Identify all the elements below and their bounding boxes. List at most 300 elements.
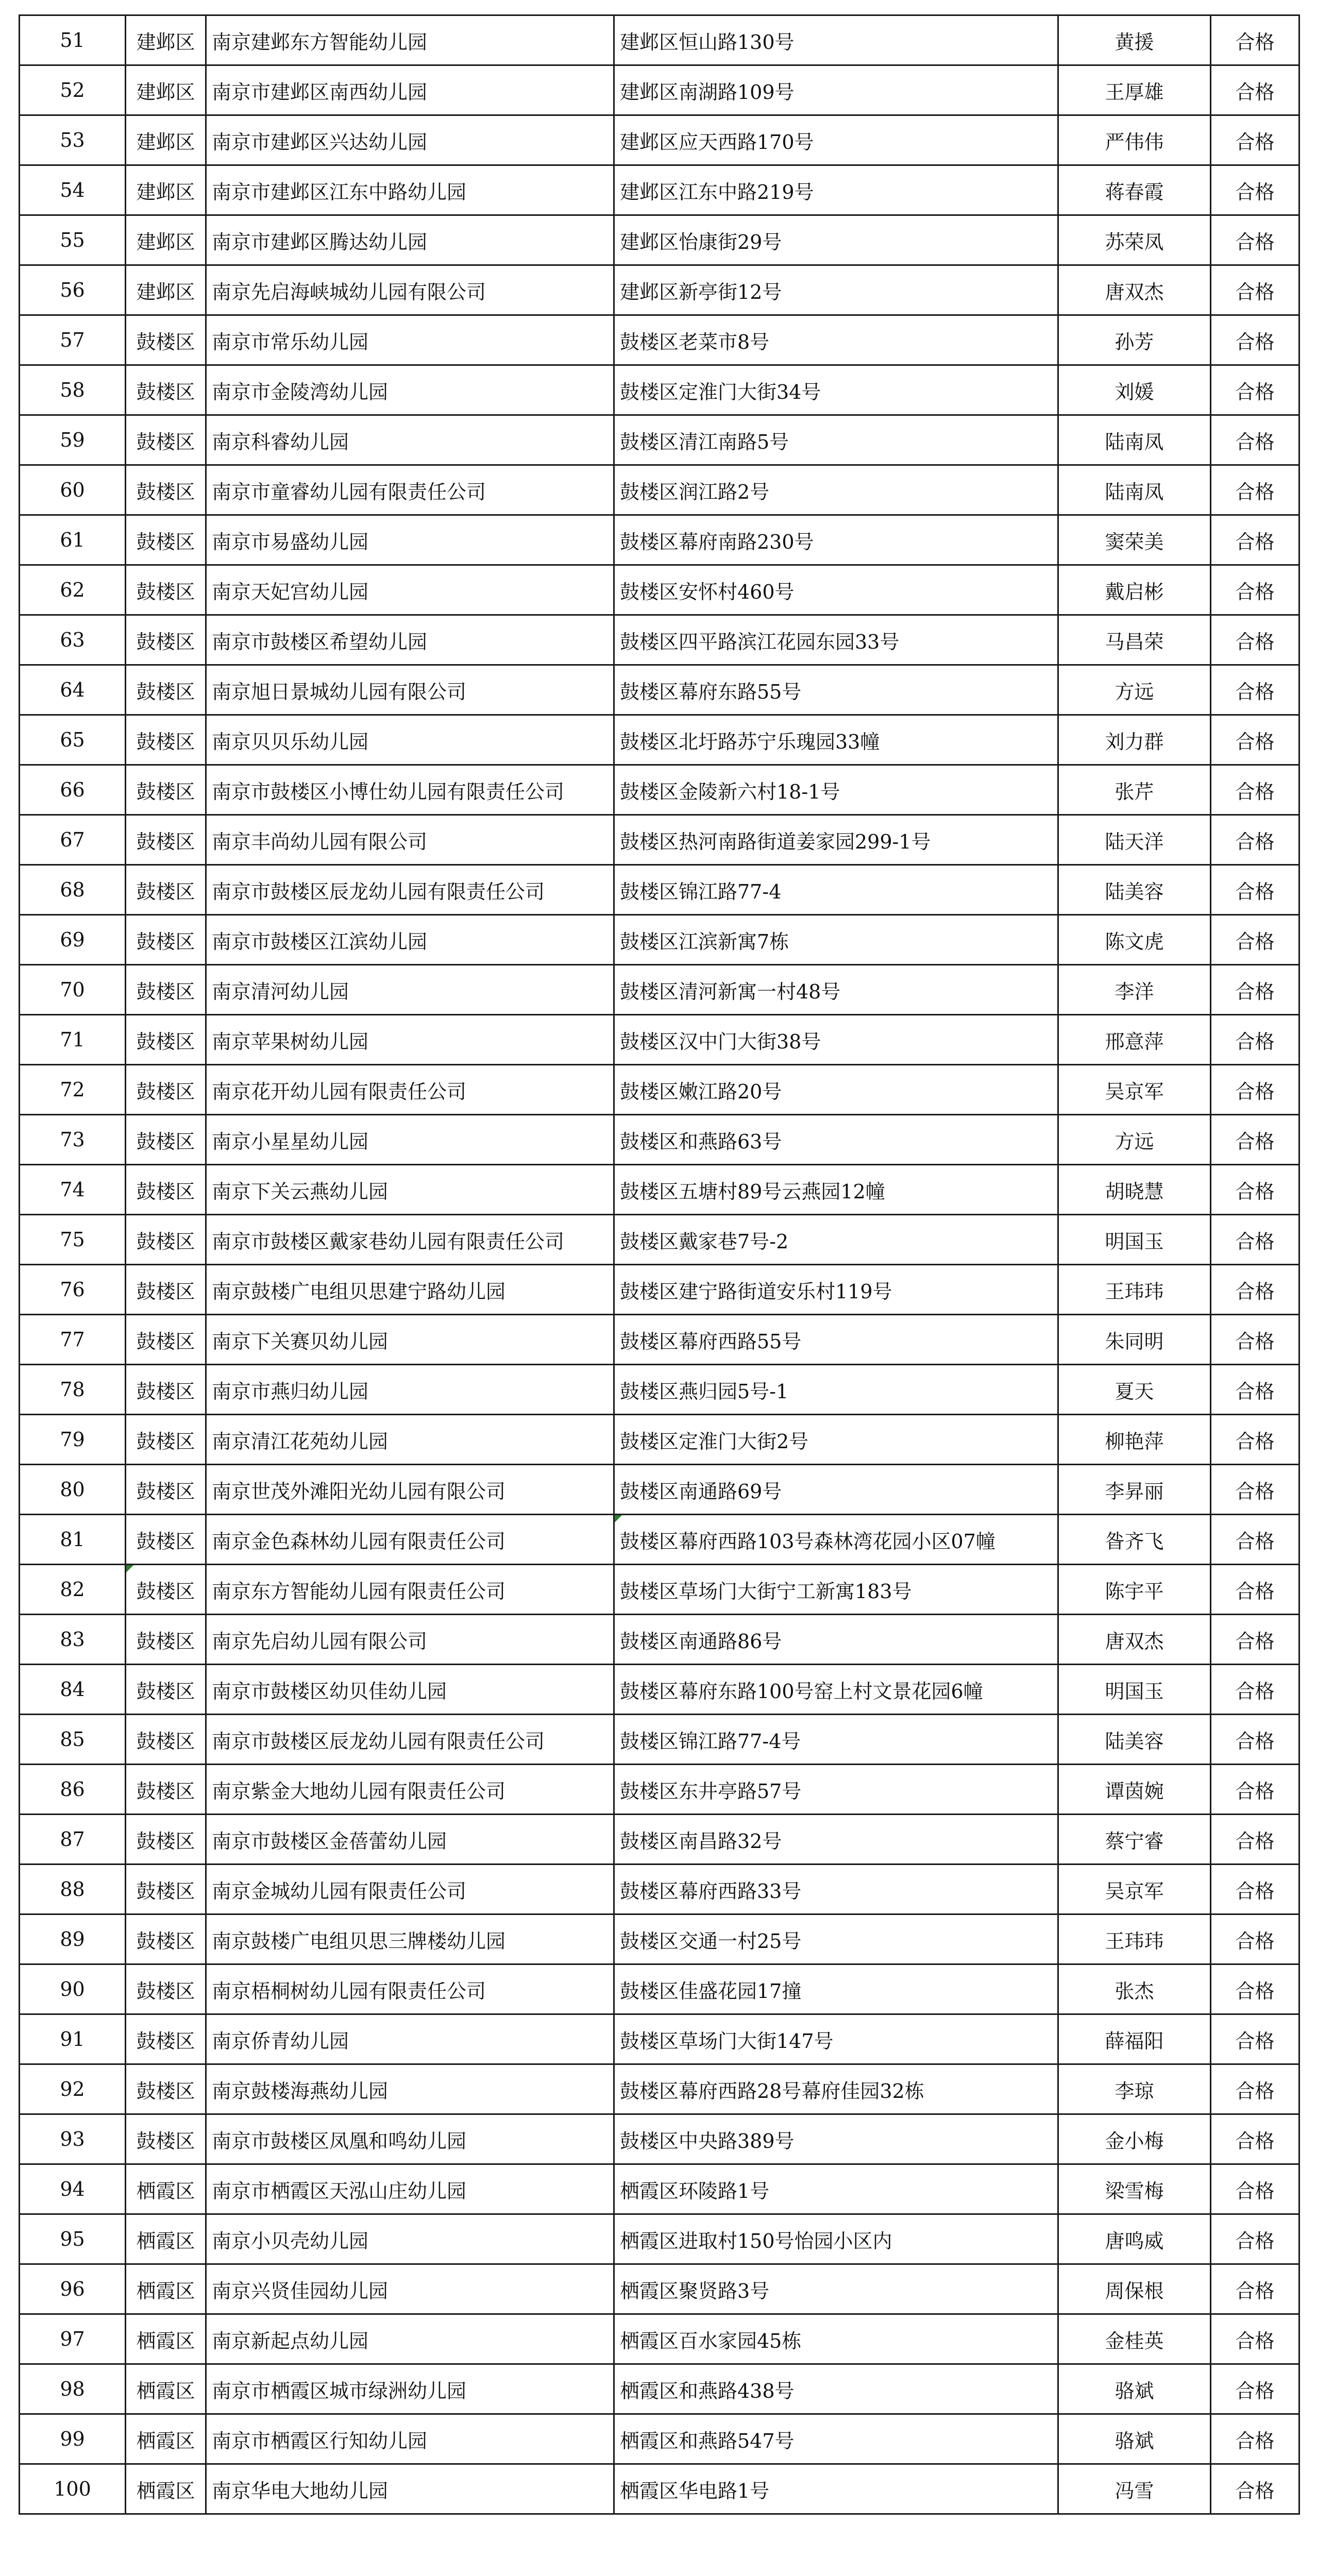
district-cell: 鼓楼区	[126, 415, 206, 465]
result-cell: 合格	[1211, 1365, 1299, 1415]
principal-cell: 严伟伟	[1058, 115, 1211, 165]
address-cell: 建邺区应天西路170号	[614, 115, 1058, 165]
table-row	[20, 2264, 1299, 2314]
row-number-cell: 78	[20, 1365, 126, 1415]
address-cell: 建邺区江东中路219号	[614, 165, 1058, 215]
kindergarten-name-cell: 南京鼓楼广电组贝思三牌楼幼儿园	[206, 1914, 614, 1964]
result-cell: 合格	[1211, 115, 1299, 165]
principal-cell: 蒋春霞	[1058, 165, 1211, 215]
district-cell: 鼓楼区	[126, 1065, 206, 1115]
table-row	[20, 915, 1299, 965]
kindergarten-name-cell: 南京新起点幼儿园	[206, 2314, 614, 2364]
row-number-cell: 80	[20, 1465, 126, 1515]
result-cell: 合格	[1211, 1115, 1299, 1165]
row-number-cell: 89	[20, 1914, 126, 1964]
district-cell: 鼓楼区	[126, 315, 206, 365]
address-cell: 鼓楼区锦江路77-4号	[614, 1715, 1058, 1765]
result-cell: 合格	[1211, 965, 1299, 1015]
table-row	[20, 665, 1299, 715]
district-cell: 鼓楼区	[126, 1765, 206, 1815]
principal-cell: 戴启彬	[1058, 565, 1211, 615]
kindergarten-name-cell: 南京旭日景城幼儿园有限公司	[206, 665, 614, 715]
result-cell: 合格	[1211, 1515, 1299, 1565]
result-cell: 合格	[1211, 1215, 1299, 1265]
row-number-cell: 87	[20, 1815, 126, 1865]
table-row	[20, 1265, 1299, 1315]
table-row	[20, 1015, 1299, 1065]
district-cell: 栖霞区	[126, 2264, 206, 2314]
kindergarten-name-cell: 南京先启海峡城幼儿园有限公司	[206, 265, 614, 315]
row-number-cell: 71	[20, 1015, 126, 1065]
result-cell: 合格	[1211, 465, 1299, 515]
principal-cell: 陆天洋	[1058, 815, 1211, 865]
row-number-cell: 79	[20, 1415, 126, 1465]
district-cell: 鼓楼区	[126, 965, 206, 1015]
table-row	[20, 1615, 1299, 1665]
result-cell: 合格	[1211, 415, 1299, 465]
kindergarten-name-cell: 南京兴贤佳园幼儿园	[206, 2264, 614, 2314]
address-cell: 栖霞区聚贤路3号	[614, 2264, 1058, 2314]
kindergarten-name-cell: 南京下关云燕幼儿园	[206, 1165, 614, 1215]
row-number-cell: 67	[20, 815, 126, 865]
table-row	[20, 265, 1299, 315]
address-cell: 鼓楼区定淮门大街34号	[614, 365, 1058, 415]
kindergarten-name-cell: 南京金城幼儿园有限责任公司	[206, 1865, 614, 1914]
table-row	[20, 1415, 1299, 1465]
district-cell: 鼓楼区	[126, 1615, 206, 1665]
principal-cell: 陆美容	[1058, 865, 1211, 915]
row-number-cell: 99	[20, 2414, 126, 2464]
result-cell: 合格	[1211, 1765, 1299, 1815]
principal-cell: 孙芳	[1058, 315, 1211, 365]
address-cell: 栖霞区和燕路438号	[614, 2364, 1058, 2414]
kindergarten-name-cell: 南京苹果树幼儿园	[206, 1015, 614, 1065]
table-row	[20, 2064, 1299, 2114]
kindergarten-name-cell: 南京清江花苑幼儿园	[206, 1415, 614, 1465]
address-cell: 鼓楼区幕府西路28号幕府佳园32栋	[614, 2064, 1058, 2114]
district-cell: 鼓楼区	[126, 1165, 206, 1215]
address-cell: 鼓楼区润江路2号	[614, 465, 1058, 515]
table-row	[20, 865, 1299, 915]
principal-cell: 昝齐飞	[1058, 1515, 1211, 1565]
kindergarten-name-cell: 南京市鼓楼区辰龙幼儿园有限责任公司	[206, 1715, 614, 1765]
district-cell: 鼓楼区	[126, 365, 206, 415]
table-row	[20, 715, 1299, 765]
district-cell: 鼓楼区	[126, 765, 206, 815]
district-cell: 鼓楼区	[126, 1515, 206, 1565]
result-cell: 合格	[1211, 15, 1299, 65]
kindergarten-name-cell: 南京市建邺区南西幼儿园	[206, 65, 614, 115]
result-cell: 合格	[1211, 2314, 1299, 2364]
district-cell: 鼓楼区	[126, 1215, 206, 1265]
result-cell: 合格	[1211, 1165, 1299, 1215]
district-cell: 栖霞区	[126, 2214, 206, 2264]
district-cell: 鼓楼区	[126, 2014, 206, 2064]
table-row	[20, 2314, 1299, 2364]
table-row	[20, 1765, 1299, 1815]
principal-cell: 方远	[1058, 1115, 1211, 1165]
kindergarten-name-cell: 南京市鼓楼区幼贝佳幼儿园	[206, 1665, 614, 1715]
address-cell: 鼓楼区幕府西路103号森林湾花园小区07幢	[614, 1515, 1058, 1565]
result-cell: 合格	[1211, 2364, 1299, 2414]
table-row	[20, 115, 1299, 165]
result-cell: 合格	[1211, 915, 1299, 965]
address-cell: 鼓楼区江滨新寓7栋	[614, 915, 1058, 965]
principal-cell: 马昌荣	[1058, 615, 1211, 665]
address-cell: 鼓楼区汉中门大街38号	[614, 1015, 1058, 1065]
principal-cell: 谭茵婉	[1058, 1765, 1211, 1815]
district-cell: 鼓楼区	[126, 1964, 206, 2014]
result-cell: 合格	[1211, 1865, 1299, 1914]
table-row	[20, 1914, 1299, 1964]
row-number-cell: 68	[20, 865, 126, 915]
row-number-cell: 60	[20, 465, 126, 515]
table-row	[20, 2214, 1299, 2264]
principal-cell: 吴京军	[1058, 1065, 1211, 1115]
kindergarten-name-cell: 南京市鼓楼区戴家巷幼儿园有限责任公司	[206, 1215, 614, 1265]
district-cell: 鼓楼区	[126, 1415, 206, 1465]
table-row	[20, 15, 1299, 65]
row-number-cell: 54	[20, 165, 126, 215]
district-cell: 鼓楼区	[126, 665, 206, 715]
row-number-cell: 95	[20, 2214, 126, 2264]
address-cell: 鼓楼区幕府西路33号	[614, 1865, 1058, 1914]
kindergarten-name-cell: 南京市童睿幼儿园有限责任公司	[206, 465, 614, 515]
row-number-cell: 82	[20, 1565, 126, 1615]
result-cell: 合格	[1211, 1914, 1299, 1964]
result-cell: 合格	[1211, 1465, 1299, 1515]
district-cell: 鼓楼区	[126, 815, 206, 865]
district-cell: 建邺区	[126, 15, 206, 65]
result-cell: 合格	[1211, 2164, 1299, 2214]
kindergarten-name-cell: 南京丰尚幼儿园有限公司	[206, 815, 614, 865]
address-cell: 鼓楼区草场门大街宁工新寓183号	[614, 1565, 1058, 1615]
principal-cell: 夏天	[1058, 1365, 1211, 1415]
row-number-cell: 63	[20, 615, 126, 665]
address-cell: 鼓楼区幕府东路55号	[614, 665, 1058, 715]
address-cell: 鼓楼区锦江路77-4	[614, 865, 1058, 915]
principal-cell: 方远	[1058, 665, 1211, 715]
row-number-cell: 58	[20, 365, 126, 415]
address-cell: 鼓楼区北圩路苏宁乐瑰园33幢	[614, 715, 1058, 765]
kindergarten-name-cell: 南京市易盛幼儿园	[206, 515, 614, 565]
principal-cell: 唐鸣威	[1058, 2214, 1211, 2264]
table-row	[20, 315, 1299, 365]
address-cell: 建邺区怡康街29号	[614, 215, 1058, 265]
result-cell: 合格	[1211, 715, 1299, 765]
address-cell: 栖霞区进取村150号怡园小区内	[614, 2214, 1058, 2264]
table-row	[20, 615, 1299, 665]
row-number-cell: 94	[20, 2164, 126, 2214]
kindergarten-name-cell: 南京科睿幼儿园	[206, 415, 614, 465]
table-row	[20, 965, 1299, 1015]
district-cell: 鼓楼区	[126, 1914, 206, 1964]
district-cell: 鼓楼区	[126, 1565, 206, 1615]
principal-cell: 吴京军	[1058, 1865, 1211, 1914]
district-cell: 鼓楼区	[126, 515, 206, 565]
row-number-cell: 53	[20, 115, 126, 165]
result-cell: 合格	[1211, 65, 1299, 115]
table-row	[20, 1465, 1299, 1515]
district-cell: 鼓楼区	[126, 465, 206, 515]
kindergarten-name-cell: 南京东方智能幼儿园有限责任公司	[206, 1565, 614, 1615]
address-cell: 鼓楼区五塘村89号云燕园12幢	[614, 1165, 1058, 1215]
kindergarten-name-cell: 南京市鼓楼区江滨幼儿园	[206, 915, 614, 965]
result-cell: 合格	[1211, 815, 1299, 865]
kindergarten-name-cell: 南京金色森林幼儿园有限责任公司	[206, 1515, 614, 1565]
kindergarten-name-cell: 南京小星星幼儿园	[206, 1115, 614, 1165]
result-cell: 合格	[1211, 2264, 1299, 2314]
principal-cell: 明国玉	[1058, 1215, 1211, 1265]
district-cell: 鼓楼区	[126, 565, 206, 615]
address-cell: 鼓楼区金陵新六村18-1号	[614, 765, 1058, 815]
address-cell: 鼓楼区幕府西路55号	[614, 1315, 1058, 1365]
result-cell: 合格	[1211, 215, 1299, 265]
kindergarten-name-cell: 南京市鼓楼区小博仕幼儿园有限责任公司	[206, 765, 614, 815]
row-number-cell: 66	[20, 765, 126, 815]
address-cell: 栖霞区百水家园45栋	[614, 2314, 1058, 2364]
row-number-cell: 56	[20, 265, 126, 315]
district-cell: 鼓楼区	[126, 715, 206, 765]
district-cell: 栖霞区	[126, 2464, 206, 2514]
district-cell: 建邺区	[126, 165, 206, 215]
principal-cell: 窦荣美	[1058, 515, 1211, 565]
result-cell: 合格	[1211, 1065, 1299, 1115]
principal-cell: 唐双杰	[1058, 265, 1211, 315]
table-row	[20, 1815, 1299, 1865]
result-cell: 合格	[1211, 1415, 1299, 1465]
table-row	[20, 165, 1299, 215]
result-cell: 合格	[1211, 615, 1299, 665]
table-row	[20, 65, 1299, 115]
table-row	[20, 1865, 1299, 1914]
table-row	[20, 1715, 1299, 1765]
kindergarten-name-cell: 南京市栖霞区行知幼儿园	[206, 2414, 614, 2464]
district-cell: 鼓楼区	[126, 915, 206, 965]
kindergarten-name-cell: 南京市燕归幼儿园	[206, 1365, 614, 1415]
inspection-results-table	[19, 14, 1300, 2515]
district-cell: 鼓楼区	[126, 1865, 206, 1914]
row-number-cell: 93	[20, 2114, 126, 2164]
kindergarten-name-cell: 南京鼓楼广电组贝思建宁路幼儿园	[206, 1265, 614, 1315]
principal-cell: 邢意萍	[1058, 1015, 1211, 1065]
address-cell: 鼓楼区清江南路5号	[614, 415, 1058, 465]
row-number-cell: 72	[20, 1065, 126, 1115]
table-row	[20, 1215, 1299, 1265]
table-row	[20, 1165, 1299, 1215]
district-cell: 鼓楼区	[126, 615, 206, 665]
kindergarten-name-cell: 南京先启幼儿园有限公司	[206, 1615, 614, 1665]
address-cell: 鼓楼区南昌路32号	[614, 1815, 1058, 1865]
principal-cell: 王玮玮	[1058, 1265, 1211, 1315]
result-cell: 合格	[1211, 1315, 1299, 1365]
principal-cell: 唐双杰	[1058, 1615, 1211, 1665]
address-cell: 鼓楼区燕归园5号-1	[614, 1365, 1058, 1415]
principal-cell: 柳艳萍	[1058, 1415, 1211, 1465]
result-cell: 合格	[1211, 665, 1299, 715]
address-cell: 栖霞区环陵路1号	[614, 2164, 1058, 2214]
principal-cell: 陆美容	[1058, 1715, 1211, 1765]
result-cell: 合格	[1211, 2064, 1299, 2114]
principal-cell: 冯雪	[1058, 2464, 1211, 2514]
principal-cell: 苏荣凤	[1058, 215, 1211, 265]
principal-cell: 陆南凤	[1058, 465, 1211, 515]
address-cell: 鼓楼区中央路389号	[614, 2114, 1058, 2164]
row-number-cell: 55	[20, 215, 126, 265]
row-number-cell: 86	[20, 1765, 126, 1815]
result-cell: 合格	[1211, 165, 1299, 215]
row-number-cell: 51	[20, 15, 126, 65]
table-row	[20, 2464, 1299, 2514]
kindergarten-name-cell: 南京梧桐树幼儿园有限责任公司	[206, 1964, 614, 2014]
address-cell: 鼓楼区老菜市8号	[614, 315, 1058, 365]
kindergarten-name-cell: 南京花开幼儿园有限责任公司	[206, 1065, 614, 1115]
principal-cell: 李琼	[1058, 2064, 1211, 2114]
result-cell: 合格	[1211, 2464, 1299, 2514]
principal-cell: 骆斌	[1058, 2364, 1211, 2414]
result-cell: 合格	[1211, 1565, 1299, 1615]
row-number-cell: 74	[20, 1165, 126, 1215]
district-cell: 鼓楼区	[126, 1365, 206, 1415]
principal-cell: 黄援	[1058, 15, 1211, 65]
row-number-cell: 100	[20, 2464, 126, 2514]
row-number-cell: 81	[20, 1515, 126, 1565]
principal-cell: 张芹	[1058, 765, 1211, 815]
row-number-cell: 96	[20, 2264, 126, 2314]
result-cell: 合格	[1211, 1715, 1299, 1765]
table-row	[20, 2364, 1299, 2414]
result-cell: 合格	[1211, 365, 1299, 415]
result-cell: 合格	[1211, 2014, 1299, 2064]
principal-cell: 金小梅	[1058, 2114, 1211, 2164]
district-cell: 建邺区	[126, 215, 206, 265]
district-cell: 鼓楼区	[126, 865, 206, 915]
address-cell: 鼓楼区四平路滨江花园东园33号	[614, 615, 1058, 665]
address-cell: 鼓楼区草场门大街147号	[614, 2014, 1058, 2064]
principal-cell: 金桂英	[1058, 2314, 1211, 2364]
table-row	[20, 365, 1299, 415]
table-row	[20, 515, 1299, 565]
result-cell: 合格	[1211, 1815, 1299, 1865]
kindergarten-name-cell: 南京清河幼儿园	[206, 965, 614, 1015]
table-body	[20, 15, 1299, 2514]
row-number-cell: 88	[20, 1865, 126, 1914]
address-cell: 鼓楼区和燕路63号	[614, 1115, 1058, 1165]
table-row	[20, 1565, 1299, 1615]
kindergarten-name-cell: 南京世茂外滩阳光幼儿园有限公司	[206, 1465, 614, 1515]
district-cell: 鼓楼区	[126, 1715, 206, 1765]
table-row	[20, 1515, 1299, 1565]
address-cell: 建邺区新亭街12号	[614, 265, 1058, 315]
district-cell: 鼓楼区	[126, 1015, 206, 1065]
principal-cell: 骆斌	[1058, 2414, 1211, 2464]
principal-cell: 胡晓慧	[1058, 1165, 1211, 1215]
address-cell: 鼓楼区热河南路街道姜家园299-1号	[614, 815, 1058, 865]
district-cell: 栖霞区	[126, 2364, 206, 2414]
row-number-cell: 90	[20, 1964, 126, 2014]
kindergarten-name-cell: 南京市栖霞区天泓山庄幼儿园	[206, 2164, 614, 2214]
row-number-cell: 76	[20, 1265, 126, 1315]
principal-cell: 薛福阳	[1058, 2014, 1211, 2064]
address-cell: 鼓楼区幕府东路100号窑上村文景花园6幢	[614, 1665, 1058, 1715]
address-cell: 建邺区恒山路130号	[614, 15, 1058, 65]
address-cell: 鼓楼区定淮门大街2号	[614, 1415, 1058, 1465]
district-cell: 鼓楼区	[126, 1115, 206, 1165]
table-row	[20, 465, 1299, 515]
address-cell: 栖霞区华电路1号	[614, 2464, 1058, 2514]
kindergarten-name-cell: 南京市鼓楼区希望幼儿园	[206, 615, 614, 665]
row-number-cell: 75	[20, 1215, 126, 1265]
row-number-cell: 69	[20, 915, 126, 965]
table-row	[20, 565, 1299, 615]
principal-cell: 周保根	[1058, 2264, 1211, 2314]
table-row	[20, 2414, 1299, 2464]
table-row	[20, 815, 1299, 865]
address-cell: 栖霞区和燕路547号	[614, 2414, 1058, 2464]
result-cell: 合格	[1211, 1015, 1299, 1065]
principal-cell: 明国玉	[1058, 1665, 1211, 1715]
row-number-cell: 92	[20, 2064, 126, 2114]
kindergarten-name-cell: 南京市栖霞区城市绿洲幼儿园	[206, 2364, 614, 2414]
table-row	[20, 2114, 1299, 2164]
row-number-cell: 64	[20, 665, 126, 715]
row-number-cell: 84	[20, 1665, 126, 1715]
principal-cell: 蔡宁睿	[1058, 1815, 1211, 1865]
table-row	[20, 2014, 1299, 2064]
principal-cell: 李昇丽	[1058, 1465, 1211, 1515]
district-cell: 建邺区	[126, 65, 206, 115]
district-cell: 栖霞区	[126, 2314, 206, 2364]
address-cell: 鼓楼区戴家巷7号-2	[614, 1215, 1058, 1265]
result-cell: 合格	[1211, 2214, 1299, 2264]
table-row	[20, 1065, 1299, 1115]
row-number-cell: 52	[20, 65, 126, 115]
address-cell: 鼓楼区安怀村460号	[614, 565, 1058, 615]
address-cell: 鼓楼区南通路69号	[614, 1465, 1058, 1515]
principal-cell: 朱同明	[1058, 1315, 1211, 1365]
row-number-cell: 65	[20, 715, 126, 765]
kindergarten-name-cell: 南京紫金大地幼儿园有限责任公司	[206, 1765, 614, 1815]
principal-cell: 陈文虎	[1058, 915, 1211, 965]
row-number-cell: 77	[20, 1315, 126, 1365]
kindergarten-name-cell: 南京下关赛贝幼儿园	[206, 1315, 614, 1365]
table-row	[20, 1365, 1299, 1415]
row-number-cell: 97	[20, 2314, 126, 2364]
result-cell: 合格	[1211, 2414, 1299, 2464]
result-cell: 合格	[1211, 265, 1299, 315]
row-number-cell: 59	[20, 415, 126, 465]
address-cell: 鼓楼区幕府南路230号	[614, 515, 1058, 565]
principal-cell: 刘力群	[1058, 715, 1211, 765]
principal-cell: 王厚雄	[1058, 65, 1211, 115]
row-number-cell: 62	[20, 565, 126, 615]
row-number-cell: 98	[20, 2364, 126, 2414]
result-cell: 合格	[1211, 1265, 1299, 1315]
kindergarten-name-cell: 南京贝贝乐幼儿园	[206, 715, 614, 765]
kindergarten-name-cell: 南京市金陵湾幼儿园	[206, 365, 614, 415]
row-number-cell: 83	[20, 1615, 126, 1665]
principal-cell: 王玮玮	[1058, 1914, 1211, 1964]
address-cell: 鼓楼区清河新寓一村48号	[614, 965, 1058, 1015]
district-cell: 鼓楼区	[126, 1465, 206, 1515]
kindergarten-name-cell: 南京市鼓楼区金蓓蕾幼儿园	[206, 1815, 614, 1865]
result-cell: 合格	[1211, 2114, 1299, 2164]
row-number-cell: 57	[20, 315, 126, 365]
table-row	[20, 2164, 1299, 2214]
address-cell: 鼓楼区南通路86号	[614, 1615, 1058, 1665]
principal-cell: 李洋	[1058, 965, 1211, 1015]
principal-cell: 张杰	[1058, 1964, 1211, 2014]
